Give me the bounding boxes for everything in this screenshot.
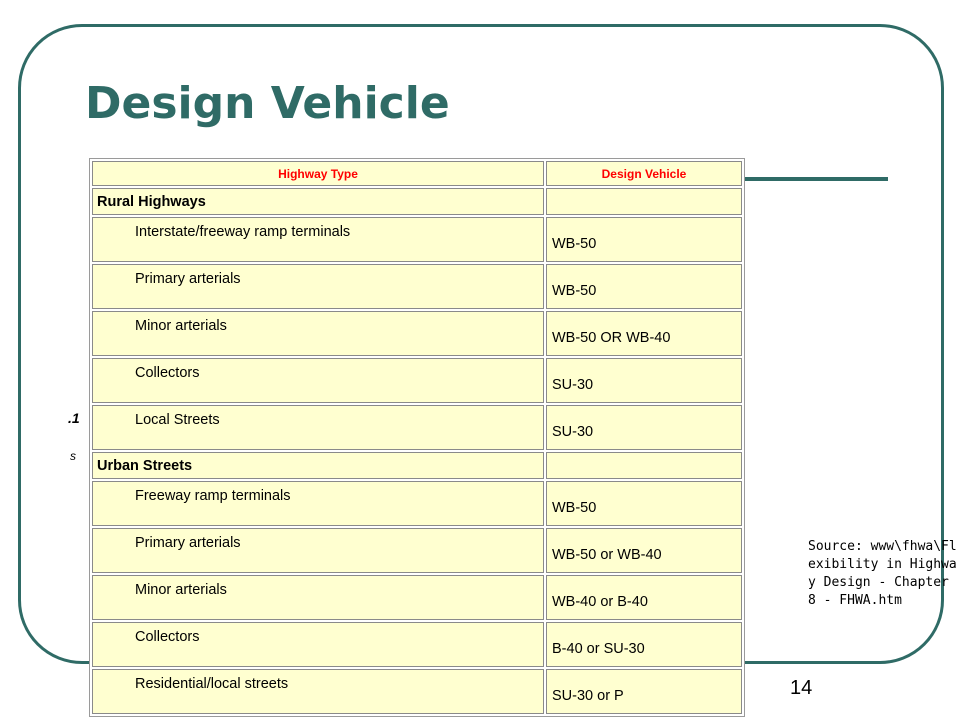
highway-type-cell: Primary arterials <box>92 264 544 309</box>
accent-line <box>744 177 888 181</box>
highway-type-cell: Freeway ramp terminals <box>92 481 544 526</box>
table-row <box>92 575 742 620</box>
table-row <box>92 622 742 667</box>
design-vehicle-table <box>89 158 745 717</box>
design-vehicle-cell: WB-50 OR WB-40 <box>546 311 742 356</box>
section-empty-cell <box>546 452 742 479</box>
table-row <box>92 669 742 714</box>
design-vehicle-cell: WB-50 <box>546 481 742 526</box>
design-vehicle-cell: WB-50 or WB-40 <box>546 528 742 573</box>
highway-type-cell: Collectors <box>92 358 544 403</box>
design-vehicle-cell: SU-30 <box>546 358 742 403</box>
highway-type-cell: Interstate/freeway ramp terminals <box>92 217 544 262</box>
highway-type-cell: Primary arterials <box>92 528 544 573</box>
highway-type-cell: Local Streets <box>92 405 544 450</box>
highway-type-cell: Residential/local streets <box>92 669 544 714</box>
background-text-fragment: .1 <box>68 410 80 426</box>
section-label: Rural Highways <box>92 188 544 215</box>
design-vehicle-table-image <box>89 158 745 720</box>
table-row <box>92 264 742 309</box>
source-citation: Source: www\fhwa\Flexibility in Highway Design - Chapter 8 - FHWA.htm <box>808 539 957 608</box>
header-highway-type: Highway Type <box>92 161 544 186</box>
design-vehicle-cell: WB-50 <box>546 264 742 309</box>
header-design-vehicle: Design Vehicle <box>546 161 742 186</box>
table-row <box>92 528 742 573</box>
table-row <box>92 358 742 403</box>
design-vehicle-cell: SU-30 <box>546 405 742 450</box>
highway-type-cell: Minor arterials <box>92 311 544 356</box>
table-section-row <box>92 452 742 479</box>
table-section-row <box>92 188 742 215</box>
slide-title: Design Vehicle <box>85 78 450 129</box>
highway-type-cell: Minor arterials <box>92 575 544 620</box>
section-label: Urban Streets <box>92 452 544 479</box>
design-vehicle-cell: SU-30 or P <box>546 669 742 714</box>
table-row <box>92 481 742 526</box>
table-row <box>92 405 742 450</box>
table-header-row <box>92 161 742 186</box>
table-row <box>92 311 742 356</box>
background-text-fragment: s <box>70 449 76 463</box>
page-number: 14 <box>790 677 813 699</box>
design-vehicle-cell: WB-50 <box>546 217 742 262</box>
table-row <box>92 217 742 262</box>
highway-type-cell: Collectors <box>92 622 544 667</box>
section-empty-cell <box>546 188 742 215</box>
design-vehicle-cell: WB-40 or B-40 <box>546 575 742 620</box>
design-vehicle-cell: B-40 or SU-30 <box>546 622 742 667</box>
